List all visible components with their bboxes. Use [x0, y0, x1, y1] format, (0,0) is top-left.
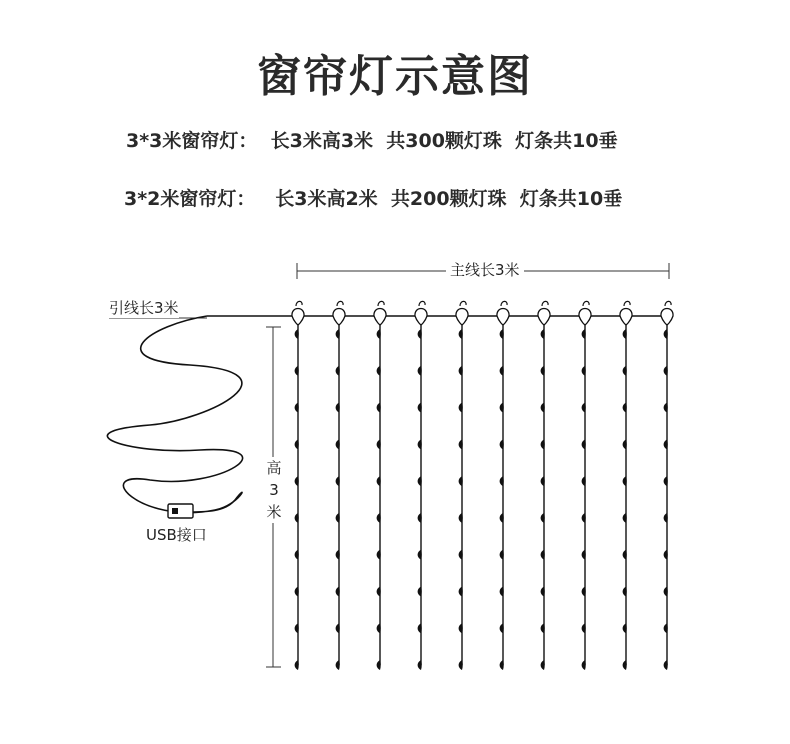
led-bulb [336, 439, 340, 449]
led-bulb [418, 586, 422, 596]
led-bulb [664, 550, 668, 560]
led-bulb [336, 513, 340, 523]
strand-hook [661, 309, 673, 326]
led-bulb [541, 476, 545, 486]
led-bulb [541, 366, 545, 376]
led-bulb [418, 476, 422, 486]
led-bulb [664, 586, 668, 596]
led-bulb [459, 366, 463, 376]
led-bulb [377, 439, 381, 449]
led-bulb [541, 550, 545, 560]
led-bulb [541, 586, 545, 596]
strand-hook-loop [378, 301, 384, 306]
led-bulb [500, 476, 504, 486]
led-bulb [623, 366, 627, 376]
led-bulb [459, 439, 463, 449]
led-bulb [623, 586, 627, 596]
led-bulb [336, 329, 340, 339]
led-bulb [377, 513, 381, 523]
led-bulb [459, 586, 463, 596]
led-bulb [664, 403, 668, 413]
lead-length-label: 引线长3米 [109, 299, 179, 317]
led-bulb [664, 329, 668, 339]
light-strand [497, 301, 509, 670]
led-bulb [336, 403, 340, 413]
led-bulb [500, 366, 504, 376]
led-bulb [664, 623, 668, 633]
strand-hook [620, 309, 632, 326]
strand-hook [415, 309, 427, 326]
led-bulb [541, 439, 545, 449]
led-bulb [623, 513, 627, 523]
strand-hook-loop [583, 301, 589, 306]
light-strand [456, 301, 468, 670]
strand-hook-loop [419, 301, 425, 306]
led-bulb [336, 366, 340, 376]
led-bulb [459, 623, 463, 633]
light-strand [538, 301, 550, 670]
height-label-char-2: 3 [269, 481, 279, 499]
led-bulb [418, 513, 422, 523]
led-bulb [500, 550, 504, 560]
led-bulb [500, 513, 504, 523]
led-bulb [541, 660, 545, 670]
led-bulb [336, 623, 340, 633]
strand-hook [538, 309, 550, 326]
led-bulb [623, 476, 627, 486]
light-strand [661, 301, 673, 670]
light-strand [374, 301, 386, 670]
led-bulb [500, 660, 504, 670]
main-length-label: 主线长3米 [446, 259, 524, 280]
led-bulb [377, 550, 381, 560]
led-bulb [500, 623, 504, 633]
led-bulb [418, 550, 422, 560]
led-bulb [664, 660, 668, 670]
led-bulb [582, 439, 586, 449]
strand-hook [456, 309, 468, 326]
led-bulb [295, 660, 299, 670]
led-bulb [582, 660, 586, 670]
spec-3x2: 3*2米窗帘灯： 长3米高2米 共200颗灯珠 灯条共10垂 [124, 188, 623, 210]
led-bulb [582, 623, 586, 633]
light-strands [292, 301, 673, 670]
led-bulb [295, 623, 299, 633]
height-label [264, 457, 284, 523]
led-bulb [459, 513, 463, 523]
led-bulb [500, 403, 504, 413]
led-bulb [664, 439, 668, 449]
led-bulb [541, 623, 545, 633]
height-label-char-3: 米 [266, 503, 282, 521]
led-bulb [500, 439, 504, 449]
led-bulb [418, 403, 422, 413]
strand-hook-loop [501, 301, 507, 306]
led-bulb [418, 439, 422, 449]
light-strand [333, 301, 345, 670]
led-bulb [336, 476, 340, 486]
strand-hook [333, 309, 345, 326]
led-bulb [623, 403, 627, 413]
strand-hook-loop [296, 301, 302, 306]
diagram-title: 窗帘灯示意图 [257, 51, 533, 102]
led-bulb [459, 660, 463, 670]
led-bulb [582, 403, 586, 413]
led-bulb [541, 513, 545, 523]
light-strand [620, 301, 632, 670]
light-strand [579, 301, 591, 670]
led-bulb [377, 403, 381, 413]
led-bulb [377, 623, 381, 633]
led-bulb [295, 586, 299, 596]
led-bulb [623, 439, 627, 449]
led-bulb [418, 660, 422, 670]
led-bulb [541, 329, 545, 339]
led-bulb [582, 329, 586, 339]
usb-plug-icon [168, 504, 193, 518]
strand-hook-loop [665, 301, 671, 306]
led-bulb [623, 550, 627, 560]
led-bulb [377, 660, 381, 670]
strand-hook-loop [542, 301, 548, 306]
led-bulb [295, 329, 299, 339]
led-bulb [623, 329, 627, 339]
led-bulb [541, 403, 545, 413]
led-bulb [377, 329, 381, 339]
led-bulb [459, 550, 463, 560]
led-bulb [377, 586, 381, 596]
lead-wire-coil [107, 316, 242, 513]
led-bulb [623, 660, 627, 670]
led-bulb [295, 403, 299, 413]
led-bulb [295, 439, 299, 449]
led-bulb [336, 550, 340, 560]
strand-hook [292, 309, 304, 326]
strand-hook [579, 309, 591, 326]
led-bulb [664, 476, 668, 486]
led-bulb [336, 660, 340, 670]
led-bulb [664, 513, 668, 523]
led-bulb [459, 476, 463, 486]
led-bulb [582, 476, 586, 486]
led-bulb [295, 550, 299, 560]
led-bulb [664, 366, 668, 376]
light-strand [415, 301, 427, 670]
led-bulb [623, 623, 627, 633]
usb-port-label: USB接口 [146, 526, 207, 544]
strand-hook-loop [337, 301, 343, 306]
led-bulb [377, 476, 381, 486]
led-bulb [459, 329, 463, 339]
led-bulb [295, 366, 299, 376]
light-strand [292, 301, 304, 670]
led-bulb [582, 586, 586, 596]
led-bulb [418, 366, 422, 376]
strand-hook-loop [624, 301, 630, 306]
led-bulb [418, 623, 422, 633]
strand-hook-loop [460, 301, 466, 306]
strand-hook [374, 309, 386, 326]
led-bulb [459, 403, 463, 413]
led-bulb [377, 366, 381, 376]
strand-hook [497, 309, 509, 326]
led-bulb [500, 329, 504, 339]
height-label-char-1: 高 [266, 459, 282, 477]
spec-3x3: 3*3米窗帘灯： 长3米高3米 共300颗灯珠 灯条共10垂 [126, 130, 618, 152]
led-bulb [582, 366, 586, 376]
led-bulb [582, 513, 586, 523]
led-bulb [295, 513, 299, 523]
led-bulb [418, 329, 422, 339]
usb-plug-contact [172, 508, 178, 514]
led-bulb [295, 476, 299, 486]
led-bulb [336, 586, 340, 596]
led-bulb [500, 586, 504, 596]
led-bulb [582, 550, 586, 560]
